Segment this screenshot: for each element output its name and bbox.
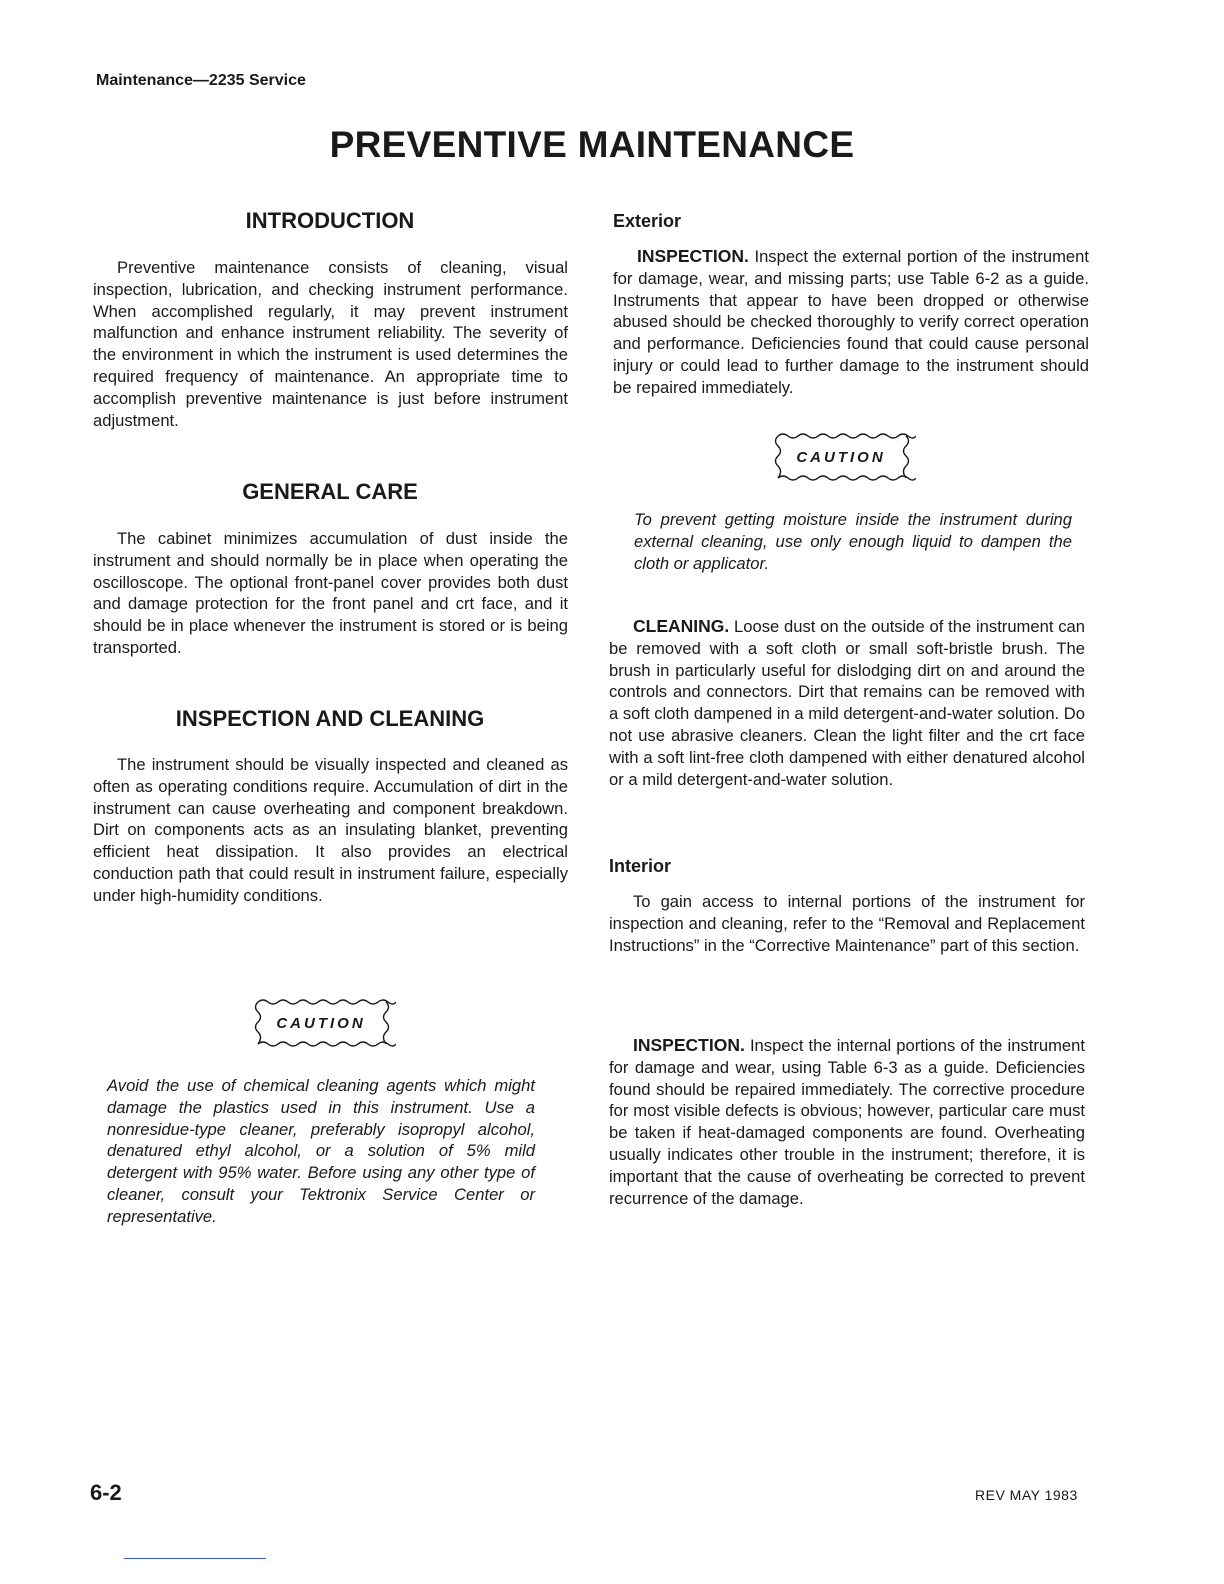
exterior-inspection-section [613, 246, 1089, 399]
page-title: PREVENTIVE MAINTENANCE [329, 124, 855, 165]
introduction-section [93, 257, 568, 431]
caution-text-left: Avoid the use of chemical cleaning agents which might damage the plastics used in this instrument. Use a nonresidue-type cleaner, preferably isopropyl alcohol, denatured ethyl alcohol, or a solution of 5% mild detergent with 95% water. Before using any other type of cleaner, consult your Tektronix Service Center or representative. [107, 1076, 535, 1226]
interior-access-section [609, 891, 1085, 956]
interior-heading: Interior [609, 856, 672, 876]
interior-access-paragraph: To gain access to internal portions of the instrument for inspection and cleaning, refer to the “Removal and Replacement Instructions” in the “Corrective Maintenance” part of this section. [609, 892, 1085, 955]
revision-date: REV MAY 1983 [975, 1487, 1078, 1503]
caution-box-left [246, 998, 396, 1048]
interior-inspection-label: INSPECTION. [633, 1035, 745, 1055]
introduction-heading: INTRODUCTION [245, 208, 415, 233]
caution-note-right [634, 509, 1072, 574]
page-number: 6-2 [90, 1480, 122, 1505]
interior-inspection-text: Inspect the internal portions of the instrument for damage and wear, using Table 6-3 as a guide. Deficiencies found should be repaired immediately. The corrective procedure for most visible defects is obvious; however, particular care must be taken if heat-damaged components are found. Overheating usually indicates other trouble in the instrument; therefore, it is important that the cause of overheating be corrected to prevent recurrence of the damage. [609, 1036, 1085, 1208]
general-care-section [93, 528, 568, 659]
general-care-heading: GENERAL CARE [242, 479, 418, 504]
inspection-cleaning-section [93, 754, 568, 907]
footer-rule [124, 1558, 266, 1559]
caution-note-left [107, 1075, 535, 1228]
exterior-cleaning-text: Loose dust on the outside of the instrument can be removed with a soft cloth or small soft-bristle brush. The brush in particularly useful for dislodging dirt on and around the controls and connectors. Dirt that remains can be removed with a soft cloth dampened in a mild detergent-and-water solution. Do not use abrasive cleaners. Clean the light filter and the crt face with a soft lint-free cloth dampened with either denatured alcohol or a mild detergent-and-water solution. [609, 617, 1085, 789]
exterior-inspection-text: Inspect the external portion of the instrument for damage, wear, and missing parts; use Table 6-2 as a guide. Instruments that appear to have been dropped or otherwise abused should be checked thoroughly to verify correct operation and performance. Deficiencies found that could cause personal injury or could lead to further damage to the instrument should be repaired immediately. [613, 247, 1089, 397]
introduction-paragraph: Preventive maintenance consists of cleaning, visual inspection, lubrication, and checking instrument performance. When accomplished regularly, it may prevent instrument malfunction and enhance instrument reliability. The severity of the environment in which the instrument is used determines the required frequency of maintenance. An appropriate time to accomplish preventive maintenance is just before instrument adjustment. [93, 258, 568, 430]
running-head: Maintenance—2235 Service [96, 72, 306, 89]
exterior-inspection-label: INSPECTION. [637, 246, 749, 266]
general-care-paragraph: The cabinet minimizes accumulation of dust inside the instrument and should normally be in place when operating the oscilloscope. The optional front-panel cover provides both dust and damage protection for the front panel and crt face, and it should be in place whenever the instrument is stored or is being transported. [93, 529, 568, 657]
inspection-cleaning-paragraph: The instrument should be visually inspected and cleaned as often as operating conditions require. Accumulation of dirt in the instrument can cause overheating and component breakdown. Dirt on components acts as an insulating blanket, preventing efficient heat dissipation. It also provides an electrical conduction path that could result in instrument failure, especially under high-humidity conditions. [93, 755, 568, 905]
caution-box-right [766, 432, 916, 482]
caution-text-right: To prevent getting moisture inside the instrument during external cleaning, use only enough liquid to dampen the cloth or applicator. [634, 510, 1072, 573]
exterior-cleaning-section [609, 616, 1085, 790]
inspection-cleaning-heading: INSPECTION AND CLEANING [175, 706, 485, 731]
interior-inspection-section [609, 1035, 1085, 1209]
caution-label-right: CAUTION [796, 448, 886, 466]
exterior-heading: Exterior [613, 211, 682, 231]
caution-label-left: CAUTION [276, 1014, 366, 1032]
exterior-cleaning-label: CLEANING. [633, 616, 730, 636]
